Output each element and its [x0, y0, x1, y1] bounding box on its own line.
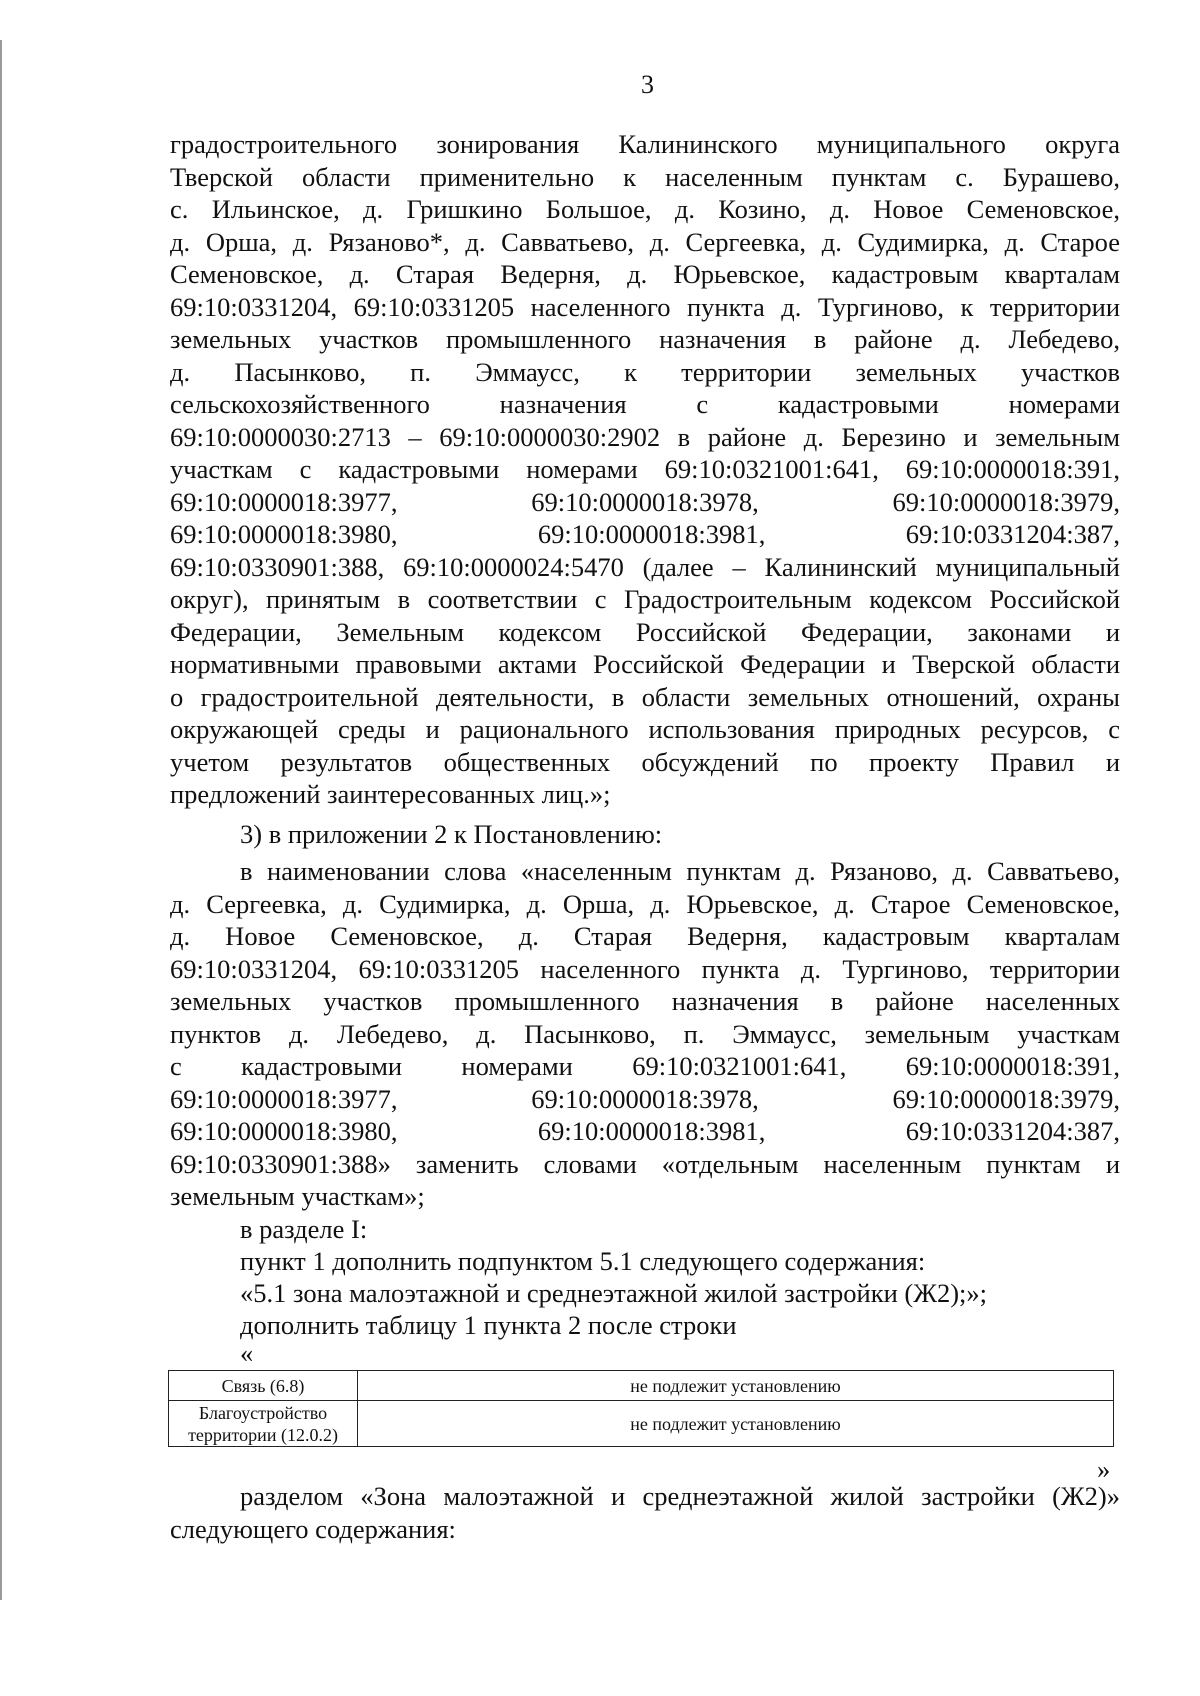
text-line: 69:10:0331204, 69:10:0331205 населенного пункта д. Тургиново, к территории [170, 291, 1120, 322]
text-line: 69:10:0000030:2713 – 69:10:0000030:2902 в районе д. Березино и земельным [170, 421, 1120, 452]
text-line: участкам с кадастровыми номерами 69:10:0321001:641, 69:10:0000018:391, [170, 454, 1120, 484]
table-intro-line: дополнить таблицу 1 пункта 2 после строки [240, 1310, 737, 1340]
table-row [169, 1401, 1114, 1447]
text-line: 69:10:0330901:388» заменить словами «отдельным населенным пунктам и [170, 1148, 1120, 1179]
text-line: с кадастровыми номерами 69:10:0321001:641, 69:10:0000018:391, [170, 1051, 1120, 1081]
text-line: 69:10:0000018:3977, 69:10:0000018:3978, 69:10:0000018:3979, [170, 1083, 1120, 1114]
text-line: 69:10:0000018:3980, 69:10:0000018:3981, 69:10:0331204:387, [170, 1116, 1120, 1146]
text-line: 69:10:0330901:388, 69:10:0000024:5470 (далее – Калининский муниципальный [170, 551, 1120, 582]
inserted-table [168, 1370, 1114, 1447]
text-line: учетом результатов общественных обсуждений по проекту Правил и [170, 746, 1120, 777]
final-paragraph [170, 1480, 1120, 1546]
text-line: 69:10:0000018:3980, 69:10:0000018:3981, 69:10:0331204:387, [170, 519, 1120, 549]
paragraph-2 [170, 855, 1120, 1213]
text-line: в наименовании слова «населенным пунктам д. Рязаново, д. Савватьево, [240, 856, 1120, 886]
table-cell-name-line: территории (12.0.2) [188, 1424, 338, 1445]
table-cell-name: Связь (6.8) [169, 1371, 358, 1401]
text-line: д. Новое Семеновское, д. Старая Ведерня, кадастровым кварталам [170, 921, 1120, 951]
page-number: 3 [641, 70, 654, 99]
text-line: разделом «Зона малоэтажной и среднеэтажной жилой застройки (Ж2)» [240, 1481, 1120, 1511]
text-line: с. Ильинское, д. Гришкино Большое, д. Козино, д. Новое Семеновское, [170, 194, 1120, 224]
text-line: градостроительного зонирования Калининского муниципального округа [170, 129, 1120, 159]
table-cell-name [169, 1401, 358, 1447]
table-row [169, 1371, 1114, 1401]
text-line: округ), принятым в соответствии с Градостроительным кодексом Российской [170, 584, 1120, 614]
text-line: Федерации, Земельным кодексом Российской Федерации, законами и [170, 616, 1120, 647]
item-3-line: 3) в приложении 2 к Постановлению: [240, 819, 663, 849]
text-line: окружающей среды и рационального использования природных ресурсов, с [170, 714, 1120, 744]
text-line: земельных участков промышленного назначения в районе населенных [170, 986, 1120, 1016]
text-line: д. Сергеевка, д. Судимирка, д. Орша, д. Юрьевское, д. Старое Семеновское, [170, 888, 1120, 919]
open-quote: « [240, 1338, 254, 1368]
text-line: Семеновское, д. Старая Ведерня, д. Юрьевское, кадастровым кварталам [170, 259, 1120, 289]
text-line: пунктов д. Лебедево, д. Пасынково, п. Эммаусс, земельным участкам [170, 1018, 1120, 1049]
text-line: о градостроительной деятельности, в области земельных отношений, охраны [170, 681, 1120, 712]
subpoint-line: «5.1 зона малоэтажной и среднеэтажной жилой застройки (Ж2);»; [240, 1278, 987, 1308]
text-line: земельным участкам»; [170, 1181, 425, 1211]
close-quote: » [1097, 1454, 1111, 1484]
text-line: 69:10:0331204, 69:10:0331205 населенного пункта д. Тургиново, территории [170, 953, 1120, 984]
text-line: сельскохозяйственного назначения с кадастровыми номерами [170, 389, 1120, 419]
text-line: предложений заинтересованных лиц.»; [170, 779, 611, 809]
text-line: д. Пасынково, п. Эммаусс, к территории земельных участков [170, 356, 1120, 387]
section-line: в разделе I: [240, 1214, 368, 1244]
scan-edge-line [0, 40, 2, 1600]
text-line: Тверской области применительно к населенным пунктам с. Бурашево, [170, 161, 1120, 192]
table-cell-name-line: Благоустройство [198, 1402, 328, 1423]
text-line: 69:10:0000018:3977, 69:10:0000018:3978, 69:10:0000018:3979, [170, 486, 1120, 517]
text-line: земельных участков промышленного назначения в районе д. Лебедево, [170, 324, 1120, 354]
text-line: нормативными правовыми актами Российской Федерации и Тверской области [170, 649, 1120, 679]
text-line: д. Орша, д. Рязаново*, д. Савватьево, д. Сергеевка, д. Судимирка, д. Старое [170, 226, 1120, 257]
table-cell-value: не подлежит установлению [358, 1371, 1114, 1401]
table-cell-value: не подлежит установлению [358, 1401, 1114, 1447]
paragraph-1 [170, 128, 1120, 811]
point-1-line: пункт 1 дополнить подпунктом 5.1 следующего содержания: [240, 1246, 926, 1276]
text-line: следующего содержания: [170, 1514, 456, 1544]
